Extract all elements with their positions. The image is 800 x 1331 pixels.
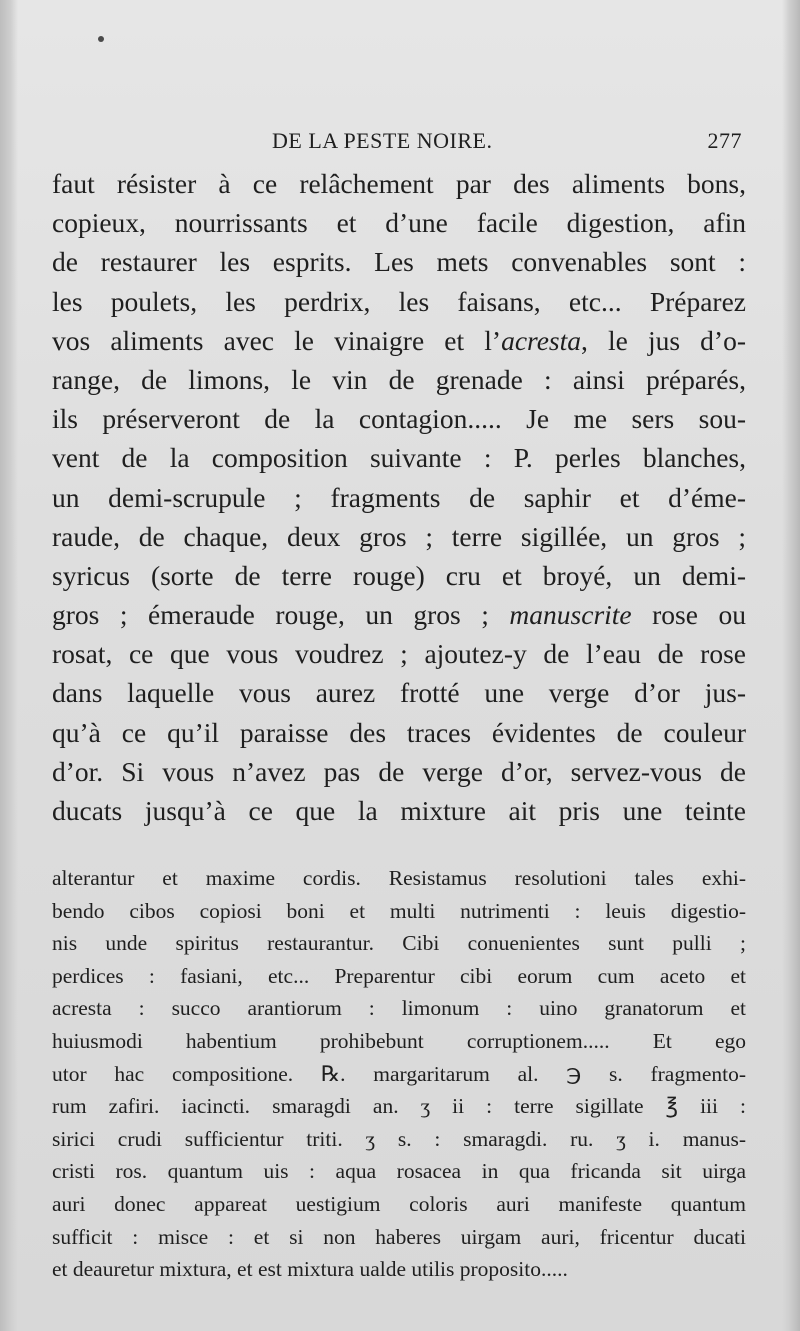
text-line: vent de la composition suivante : P. perles blanches, xyxy=(52,442,746,474)
text-segment: vos aliments avec le vinaigre et l’ xyxy=(52,324,502,356)
latin-line: cristi ros. quantum uis : aqua rosacea in qua fricanda sit uirga xyxy=(52,1159,746,1184)
latin-line: utor hac compositione. ℞. margaritarum al. ℈ s. fragmento- xyxy=(52,1061,746,1086)
text-line: syricus (sorte de terre rouge) cru et broyé, un demi- xyxy=(52,559,746,591)
italic-term: manuscrite xyxy=(509,599,632,631)
running-title: DE LA PESTE NOIRE. xyxy=(272,128,493,153)
text-line: un demi-scrupule ; fragments de saphir et d’éme- xyxy=(52,481,746,513)
text-line: ils préserveront de la contagion..... Je me sers sou- xyxy=(52,403,746,435)
latin-line: sufficit : misce : et si non haberes uirgam auri, fricentur ducati xyxy=(52,1224,746,1249)
italic-term: acresta xyxy=(501,324,581,356)
latin-line: auri donec appareat uestigium coloris auri manifeste quantum xyxy=(52,1191,746,1216)
text-line: raude, de chaque, deux gros ; terre sigillée, un gros ; xyxy=(52,520,746,552)
text-line: copieux, nourrissants et d’une facile digestion, afin xyxy=(52,207,746,239)
text-line: d’or. Si vous n’avez pas de verge d’or, servez-vous de xyxy=(52,755,746,787)
latin-line: rum zafiri. iacincti. smaragdi an. ʒ ii : terre sigillate ℥ iii : xyxy=(52,1094,746,1119)
text-line: ducats jusqu’à ce que la mixture ait pris une teinte xyxy=(52,795,746,826)
text-segment: , le jus d’o- xyxy=(581,324,746,356)
latin-line: perdices : fasiani, etc... Preparentur cibi eorum cum aceto et xyxy=(52,963,746,988)
latin-line: et deauretur mixtura, et est mixtura ualde utilis proposito..... xyxy=(52,1257,568,1282)
page-header xyxy=(52,124,742,160)
latin-line: alterantur et maxime cordis. Resistamus resolutioni tales exhi- xyxy=(52,866,746,890)
ink-spot xyxy=(98,36,104,42)
page-right-shadow xyxy=(782,0,800,1331)
text-line: les poulets, les perdrix, les faisans, etc... Préparez xyxy=(52,285,746,317)
latin-line: huiusmodi habentium prohibebunt corruptionem..... Et ego xyxy=(52,1028,746,1053)
text-line xyxy=(52,595,746,634)
latin-line: sirici crudi sufficientur triti. ʒ s. : smaragdi. ru. ʒ i. manus- xyxy=(52,1126,746,1151)
text-line: de restaurer les esprits. Les mets convenables sont : xyxy=(52,246,746,278)
text-segment: gros ; émeraude rouge, un gros ; xyxy=(52,599,510,631)
latin-line: nis unde spiritus restaurantur. Cibi conuenientes sunt pulli ; xyxy=(52,931,746,956)
text-line: dans laquelle vous aurez frotté une verge d’or jus- xyxy=(52,677,746,709)
latin-original-text xyxy=(52,862,746,1286)
text-line: range, de limons, le vin de grenade : ainsi préparés, xyxy=(52,363,746,395)
text-line: faut résister à ce relâchement par des aliments bons, xyxy=(52,168,746,199)
latin-line: bendo cibos copiosi boni et multi nutrimenti : leuis digestio- xyxy=(52,898,746,923)
text-line: rosat, ce que vous voudrez ; ajoutez-y de l’eau de rose xyxy=(52,638,746,670)
latin-line: acresta : succo arantiorum : limonum : uino granatorum et xyxy=(52,996,746,1021)
text-line xyxy=(52,321,746,360)
text-segment: rose ou xyxy=(631,599,746,631)
text-line: qu’à ce qu’il paraisse des traces évidentes de couleur xyxy=(52,716,746,748)
page-number: 277 xyxy=(707,128,742,153)
french-translation-text xyxy=(52,164,746,830)
page-left-shadow xyxy=(0,0,18,1331)
